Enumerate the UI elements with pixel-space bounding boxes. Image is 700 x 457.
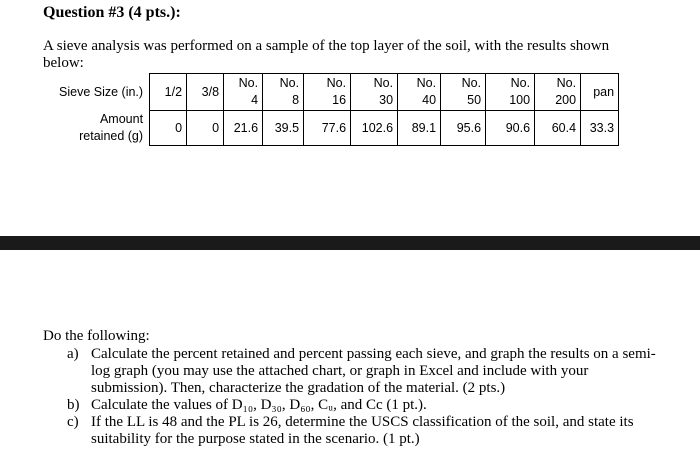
- question-title: Question #3 (4 pts.):: [43, 4, 181, 21]
- retained-cell: 0: [150, 111, 187, 146]
- sieve-cell: [398, 74, 441, 111]
- task-text: Calculate the percent retained and percent passing each sieve, and graph the results on a semi-log graph (you may use the attached chart, or graph in Excel and include with your submission). Then, characterize the gradation of the material. (2 pts.): [91, 346, 656, 396]
- task-marker: b): [67, 397, 80, 413]
- amount-retained-row: [55, 111, 619, 146]
- sieve-top: No.: [373, 76, 394, 90]
- task-list: [43, 346, 663, 448]
- sieve-cell: [304, 74, 351, 111]
- sieve-bottom: 3/8: [201, 84, 220, 99]
- retained-cell: 33.3: [581, 111, 619, 146]
- sieve-cell: [224, 74, 263, 111]
- sieve-cell: [535, 74, 581, 111]
- sieve-bottom: 40: [422, 93, 437, 107]
- task-item: [43, 397, 663, 414]
- sieve-size-row: [55, 74, 619, 111]
- sieve-bottom: 4: [251, 93, 259, 107]
- sieve-cell: [263, 74, 304, 111]
- sieve-top: No.: [510, 76, 531, 90]
- task-marker: c): [67, 414, 79, 430]
- sieve-table: [55, 73, 619, 146]
- retained-cell: 89.1: [398, 111, 441, 146]
- tasks-heading: Do the following:: [43, 328, 150, 344]
- retained-cell: 90.6: [486, 111, 535, 146]
- sieve-top: No.: [238, 76, 259, 90]
- sieve-cell: [581, 74, 619, 111]
- sieve-size-label: Sieve Size (in.): [59, 84, 144, 99]
- sieve-cell: [441, 74, 486, 111]
- sieve-bottom: 200: [555, 93, 577, 107]
- sieve-bottom: 50: [467, 93, 482, 107]
- retained-cell: 102.6: [351, 111, 398, 146]
- sieve-bottom: 16: [332, 93, 347, 107]
- sieve-top: No.: [461, 76, 482, 90]
- retained-cell: 0: [187, 111, 224, 146]
- task-item: [43, 346, 663, 397]
- task-text: If the LL is 48 and the PL is 26, determine the USCS classification of the soil, and state its suitability for the purpose stated in the scenario. (1 pt.): [91, 414, 634, 447]
- task-item: [43, 414, 663, 448]
- sieve-top: No.: [556, 76, 577, 90]
- task-text: Calculate the values of D₁₀, D₃₀, D₆₀, Cᵤ, and Cc (1 pt.).: [91, 397, 427, 413]
- retained-cell: 21.6: [224, 111, 263, 146]
- task-marker: a): [67, 346, 79, 362]
- sieve-bottom: 30: [379, 93, 394, 107]
- sieve-bottom: 8: [292, 93, 300, 107]
- sieve-cell: [150, 74, 187, 111]
- sieve-top: No.: [279, 76, 300, 90]
- retained-cell: 39.5: [263, 111, 304, 146]
- sieve-cell: [351, 74, 398, 111]
- question-intro: A sieve analysis was performed on a sample of the top layer of the soil, with the results shown below:: [43, 38, 610, 71]
- sieve-cell: [486, 74, 535, 111]
- divider-bar: [0, 236, 700, 250]
- sieve-bottom: pan: [593, 84, 615, 99]
- sieve-bottom: 1/2: [164, 84, 183, 99]
- amount-retained-label: Amount retained (g): [79, 112, 144, 143]
- retained-cell: 95.6: [441, 111, 486, 146]
- sieve-cell: [187, 74, 224, 111]
- sieve-bottom: 100: [509, 93, 531, 107]
- retained-cell: 77.6: [304, 111, 351, 146]
- sieve-top: No.: [326, 76, 347, 90]
- retained-cell: 60.4: [535, 111, 581, 146]
- sieve-top: No.: [416, 76, 437, 90]
